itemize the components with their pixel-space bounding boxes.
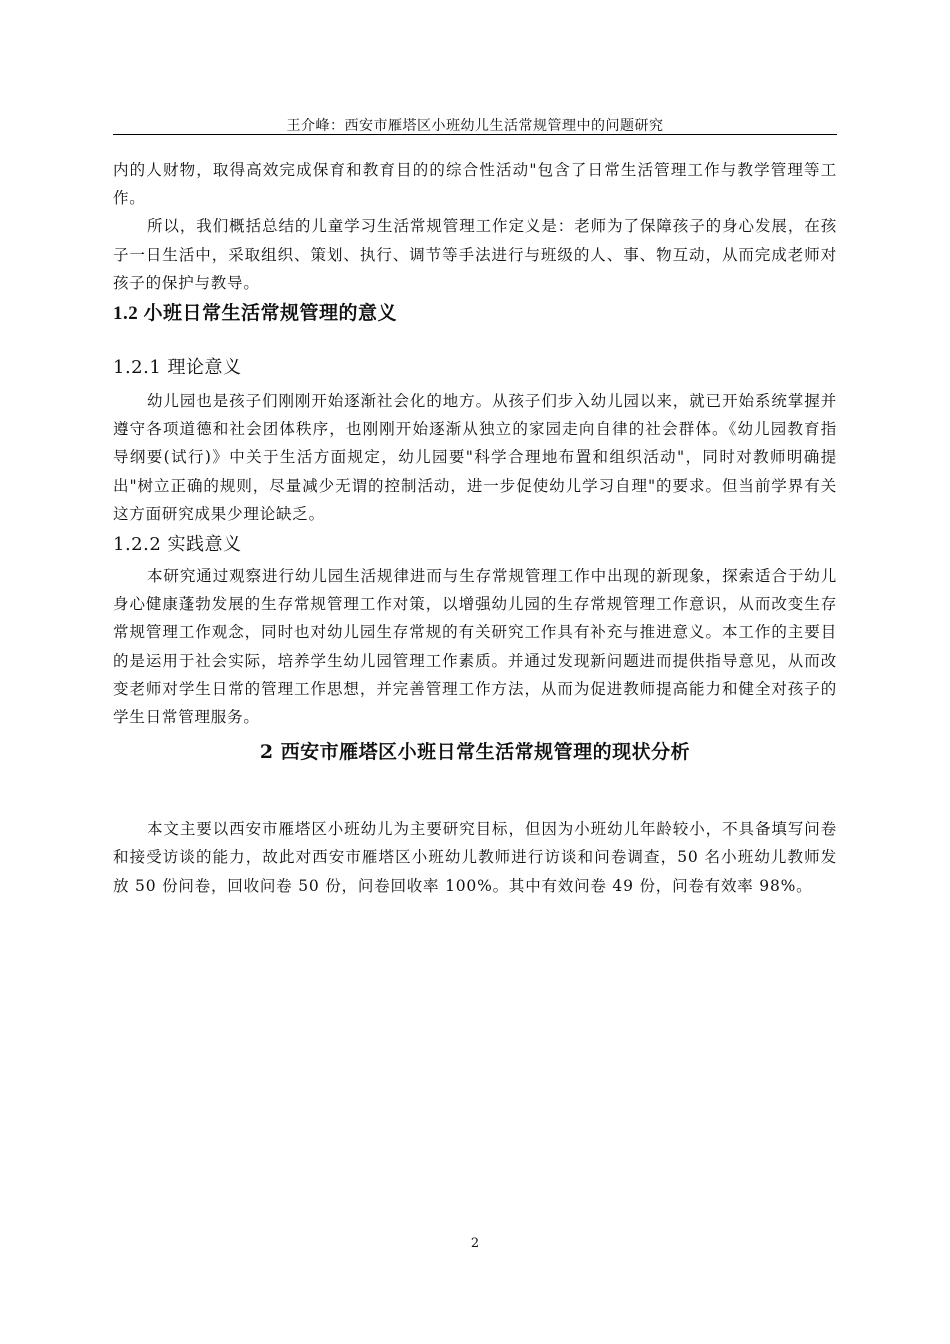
page-number: 2 bbox=[470, 1236, 480, 1251]
paragraph-survey: 本文主要以西安市雁塔区小班幼儿为主要研究目标，但因为小班幼儿年龄较小，不具备填写问卷和接受访谈的能力，故此对西安市雁塔区小班幼儿教师进行访谈和问卷调查，50 名小班幼儿教师发放 50 份问卷，回收问卷 50 份，问卷回收率 100%。其中有效问卷 49 份，问卷有效率 98%。 bbox=[113, 820, 837, 895]
paragraph-theory: 幼儿园也是孩子们刚刚开始逐渐社会化的地方。从孩子们步入幼儿园以来，就已开始系统掌握并遵守各项道德和社会团体秩序，也刚刚开始逐渐从独立的家园走向自律的社会群体。《幼儿园教育指导纲要(试行)》中关于生活方面规定，幼儿园要"科学合理地布置和组织活动"，同时对教师明确提出"树立正确的规则，尽量减少无谓的控制活动，进一步促使幼儿学习自理"的要求。但当前学界有关这方面研究成果少理论缺乏。 bbox=[113, 392, 837, 523]
paragraph-definition: 所以，我们概括总结的儿童学习生活常规管理工作定义是：老师为了保障孩子的身心发展，在孩子一日生活中，采取组织、策划、执行、调节等手法进行与班级的人、事、物互动，从而完成老师对孩子的保护与教导。 bbox=[113, 217, 837, 292]
paragraph-continuation: 内的人财物，取得高效完成保育和教育目的的综合性活动"包含了日常生活管理工作与教学管理等工作。 bbox=[113, 161, 837, 208]
header-rule bbox=[113, 134, 837, 135]
subsection-heading-1-2-1: 1.2.1 理论意义 bbox=[113, 357, 242, 379]
chapter-heading-2: 2 西安市雁塔区小班日常生活常规管理的现状分析 bbox=[259, 741, 691, 764]
running-header: 王介峰：西安市雁塔区小班幼儿生活常规管理中的问题研究 bbox=[286, 118, 664, 134]
body-text bbox=[113, 156, 837, 900]
section-heading-1-2: 1.2 小班日常生活常规管理的意义 bbox=[113, 303, 398, 325]
subsection-heading-1-2-2: 1.2.2 实践意义 bbox=[113, 534, 242, 556]
paragraph-practice: 本研究通过观察进行幼儿园生活规律进而与生存常规管理工作中出现的新现象，探索适合于幼儿身心健康蓬勃发展的生存常规管理工作对策，以增强幼儿园的生存常规管理工作意识，从而改变生存常规管理工作观念，同时也对幼儿园生存常规的有关研究工作具有补充与推进意义。本工作的主要目的是运用于社会实际，培养学生幼儿园管理工作素质。并通过发现新问题进而提供指导意见，从而改变老师对学生日常的管理工作思想，并完善管理工作方法，从而为促进教师提高能力和健全对孩子的学生日常管理服务。 bbox=[113, 567, 837, 727]
